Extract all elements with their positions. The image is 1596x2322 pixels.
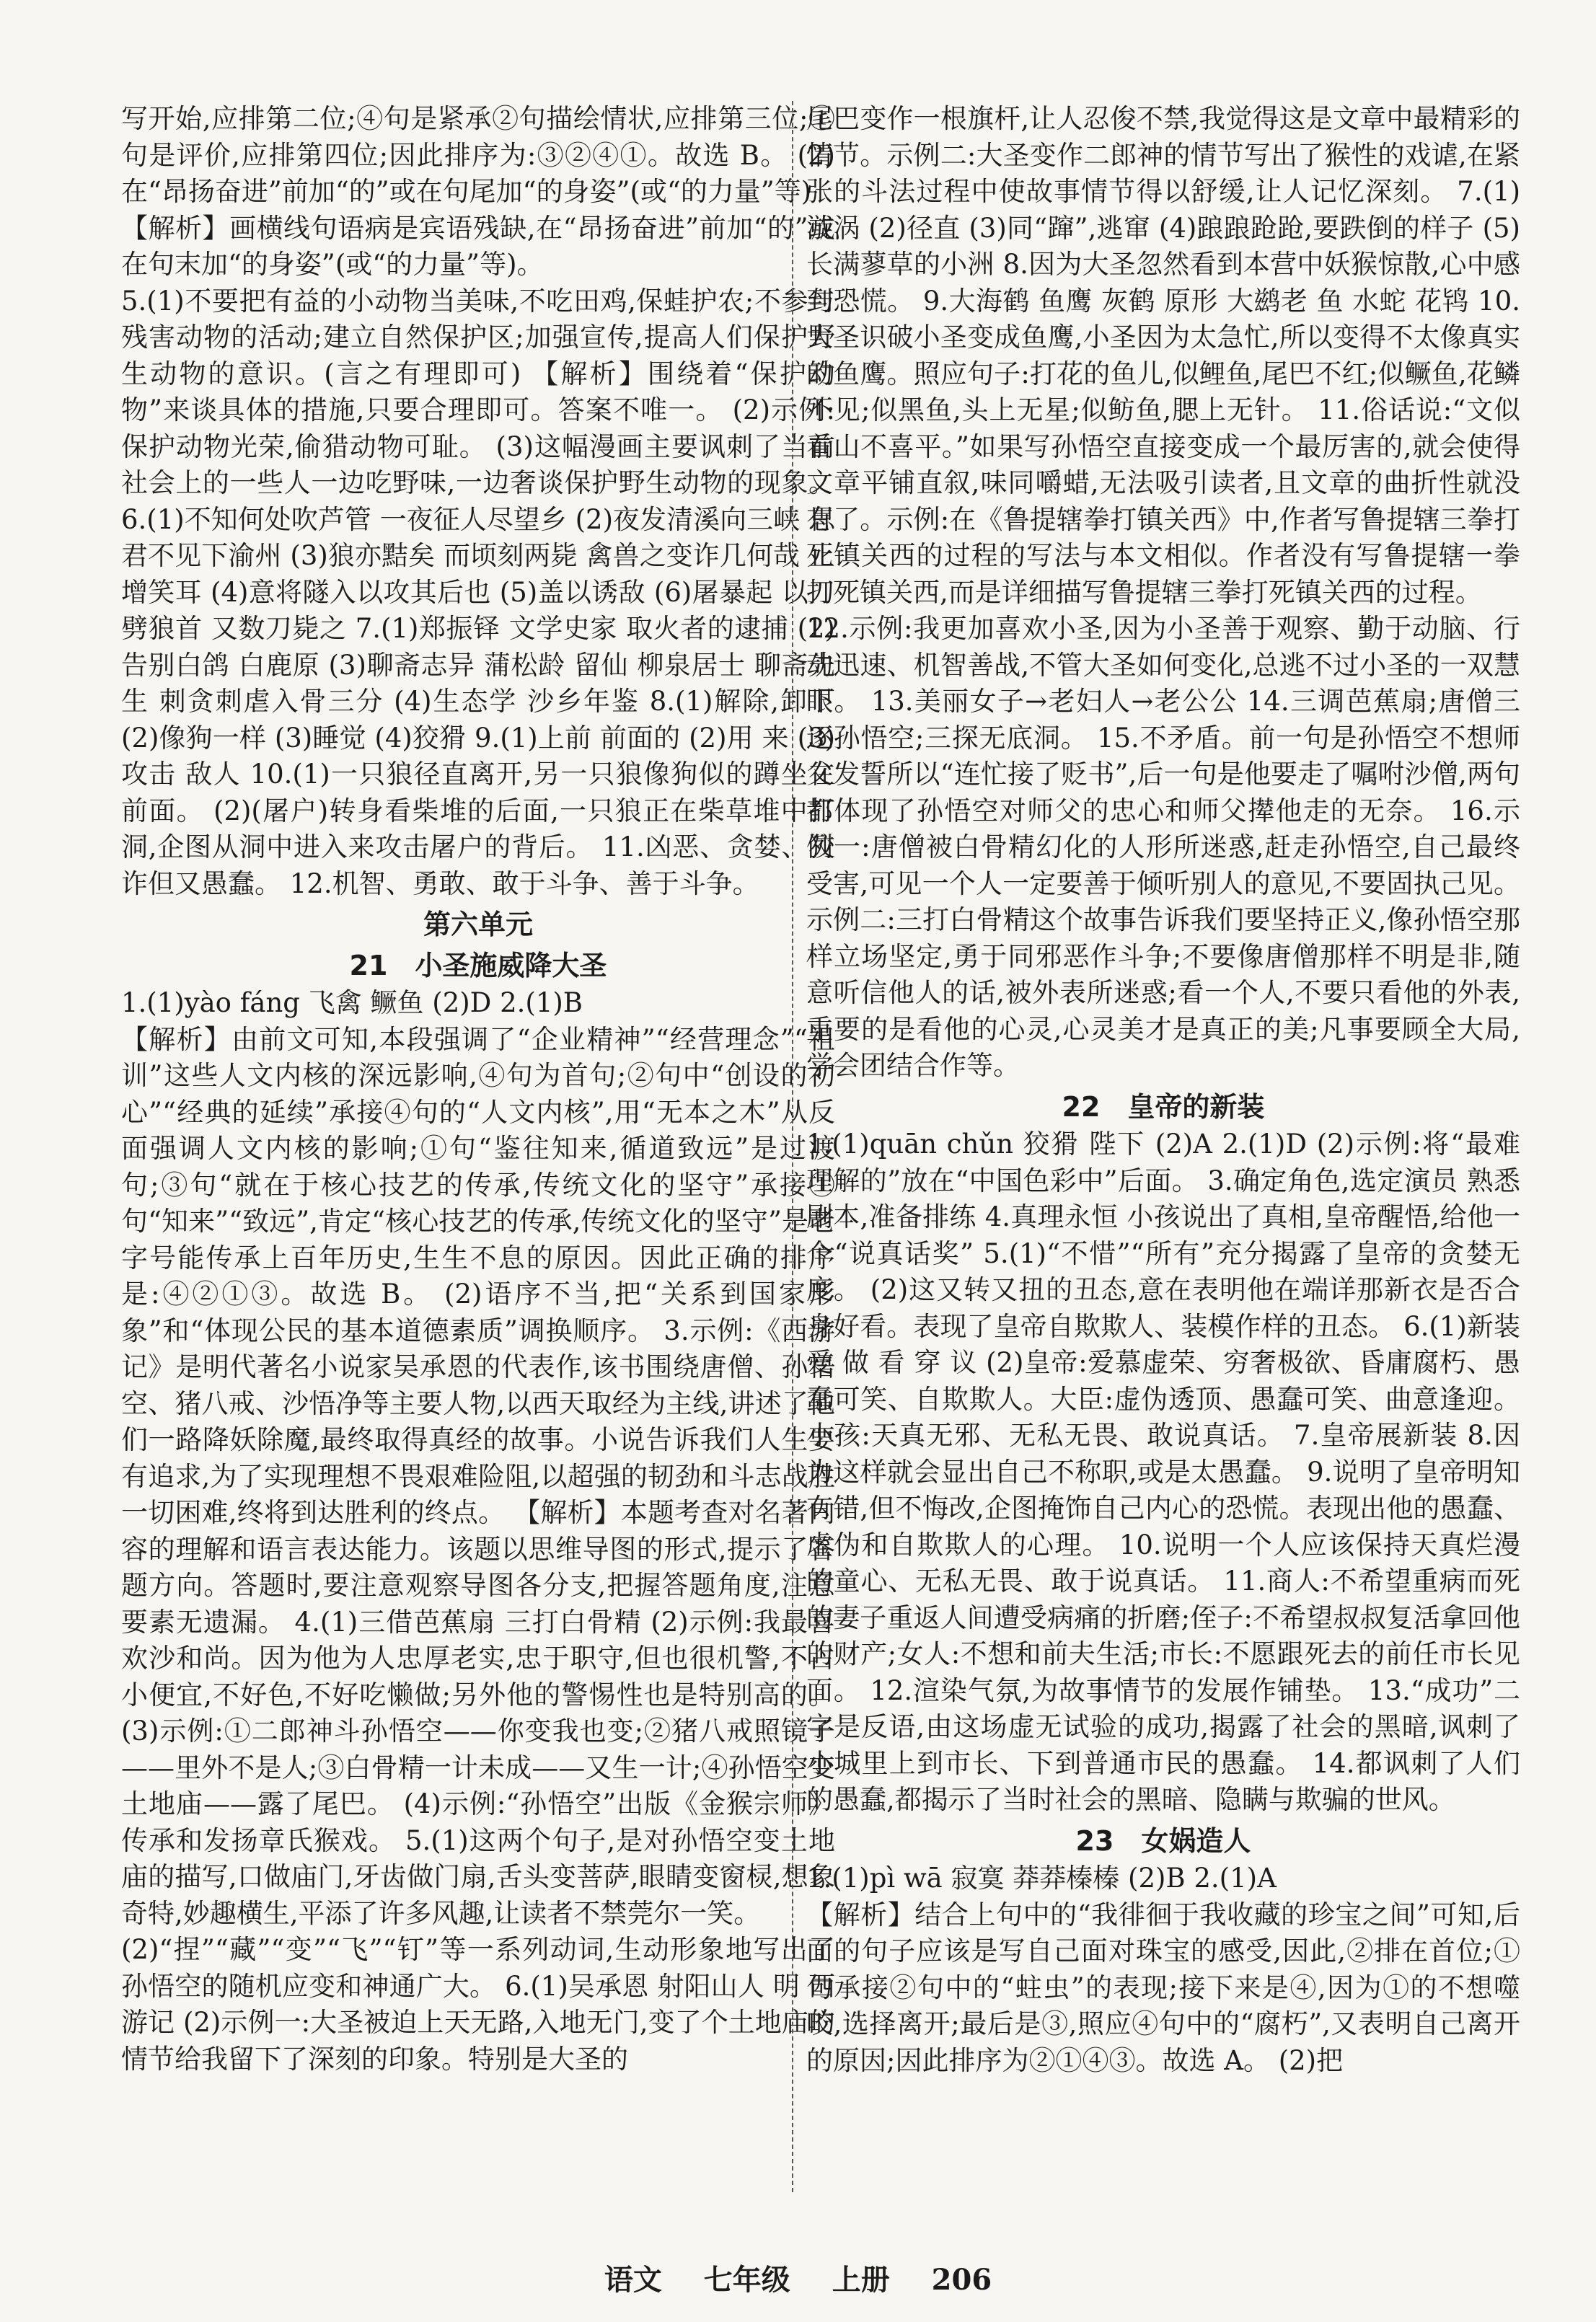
- answer-paragraph: 1.(1)quān chǔn 狡猾 陛下 (2)A 2.(1)D (2)示例:将“最难理解的”放在“中国色彩中”后面。 3.确定角色,选定演员 熟悉剧本,准备排练 4.真理永恒 小孩说出了真相,皇帝醒悟,给他一个“说真话奖” 5.(1)“不惜”“所有”充分揭露了皇帝的贪婪无度。 (2)这又转又扭的丑态,意在表明他在端详那新衣是否合身好看。表现了皇帝自欺欺人、装模作样的丑态。 6.(1)新装 爱 做 看 穿 议 (2)皇帝:爱慕虚荣、穷奢极欲、昏庸腐朽、愚蠢可笑、自欺欺人。大臣:虚伪透顶、愚蠢可笑、曲意逢迎。小孩:天真无邪、无私无畏、敢说真话。 7.皇帝展新装 8.因为这样就会显出自己不称职,或是太愚蠢。 9.说明了皇帝明知有错,但不悔改,企图掩饰自己内心的恐慌。表现出他的愚蠢、虚伪和自欺欺人的心理。 10.说明一个人应该保持天真烂漫的童心、无私无畏、敢于说真话。 11.商人:不希望重病而死的妻子重返人间遭受病痛的折磨;侄子:不希望叔叔复活拿回他的财产;女人:不想和前夫生活;市长:不愿跟死去的前任市长见面。 12.渲染气氛,为故事情节的发展作铺垫。 13.“成功”二字是反语,由这场虚无试验的成功,揭露了社会的黑暗,讽刺了小城里上到市长、下到普通市民的愚蠢。 14.都讽刺了人们的愚蠢,都揭示了当时社会的黑暗、隐瞒与欺骗的世风。: [806, 1129, 1520, 1815]
- answer-paragraph: 1.(1)yào fáng 飞禽 鳜鱼 (2)D 2.(1)B: [121, 987, 583, 1018]
- column-divider: [792, 101, 795, 2192]
- lesson-title: 21 小圣施威降大圣: [349, 949, 607, 981]
- answer-paragraph: 尾巴变作一根旗杆,让人忍俊不禁,我觉得这是文章中最精彩的情节。示例二:大圣变作二郎神的情节写出了猴性的戏谑,在紧张的斗法过程中使故事情节得以舒缓,让人记忆深刻。 7.(1)漩涡 (2)径直 (3)同“蹿”,逃窜 (4)踉踉跄跄,要跌倒的样子 (5)长满蓼草的小洲 8.因为大圣忽然看到本营中妖猴惊散,心中感到恐慌。 9.大海鹤 鱼鹰 灰鹤 原形 大鹚老 鱼 水蛇 花鸨 10.大圣识破小圣变成鱼鹰,小圣因为太急忙,所以变得不太像真实的鱼鹰。照应句子:打花的鱼儿,似鲤鱼,尾巴不红;似鳜鱼,花鳞不见;似黑鱼,头上无星;似鲂鱼,腮上无针。 11.俗话说:“文似看山不喜平。”如果写孙悟空直接变成一个最厉害的,就会使得文章平铺直叙,味同嚼蜡,无法吸引读者,且文章的曲折性就没有了。示例:在《鲁提辖拳打镇关西》中,作者写鲁提辖三拳打死镇关西的过程的写法与本文相似。作者没有写鲁提辖一拳打死镇关西,而是详细描写鲁提辖三拳打死镇关西的过程。: [806, 103, 1520, 608]
- analysis-paragraph: 【解析】由前文可知,本段强调了“企业精神”“经营理念”“祖训”这些人文内核的深远影响,④句为首句;②句中“创设的初心”“经典的延续”承接④句的“人文内核”,用“无本之木”从反面强调人文内核的影响;①句“鉴往知来,循道致远”是过渡句;③句“就在于核心技艺的传承,传统文化的坚守”承接①句“知来”“致远”,肯定“核心技艺的传承,传统文化的坚守”是老字号能传承上百年历史,生生不息的原因。因此正确的排序是:④②①③。故选 B。 (2)语序不当,把“关系到国家形象”和“体现公民的基本道德素质”调换顺序。 3.示例:《西游记》是明代著名小说家吴承恩的代表作,该书围绕唐僧、孙悟空、猪八戒、沙悟净等主要人物,以西天取经为主线,讲述了他们一路降妖除魔,最终取得真经的故事。小说告诉我们人生要有追求,为了实现理想不畏艰难险阻,以超强的韧劲和斗志战胜一切困难,终将到达胜利的终点。 【解析】本题考查对名著内容的理解和语言表达能力。该题以思维导图的形式,提示了答题方向。答题时,要注意观察导图各分支,把握答题角度,注意要素无遗漏。 4.(1)三借芭蕉扇 三打白骨精 (2)示例:我最喜欢沙和尚。因为他为人忠厚老实,忠于职守,但也很机警,不占小便宜,不好色,不好吃懒做;另外他的警惕性也是特别高的。 (3)示例:①二郎神斗孙悟空——你变我也变;②猪八戒照镜子——里外不是人;③白骨精一计未成——又生一计;④孙悟空变土地庙——露了尾巴。 (4)示例:“孙悟空”出版《金猴宗师》传承和发扬章氏猴戏。 5.(1)这两个句子,是对孙悟空变土地庙的描写,口做庙门,牙齿做门扇,舌头变菩萨,眼睛变窗棂,想象奇特,妙趣横生,平添了许多风趣,让读者不禁莞尔一笑。: [121, 1023, 835, 1929]
- page-footer: [0, 2257, 1596, 2298]
- left-column: [121, 101, 835, 2078]
- answer-paragraph: 12.示例:我更加喜欢小圣,因为小圣善于观察、勤于动脑、行动迅速、机智善战,不管大圣如何变化,总逃不过小圣的一双慧眼。 13.美丽女子→老妇人→老公公 14.三调芭蕉扇;唐僧三逐孙悟空;三探无底洞。 15.不矛盾。前一句是孙悟空不想师父发誓所以“连忙接了贬书”,后一句是他要走了嘱咐沙僧,两句都体现了孙悟空对师父的忠心和师父撵他走的无奈。 16.示例一:唐僧被白骨精幻化的人形所迷惑,赶走孙悟空,自己最终受害,可见一个人一定要善于倾听别人的意见,不要固执己见。示例二:三打白骨精这个故事告诉我们要坚持正义,像孙悟空那样立场坚定,勇于同邪恶作斗争;不要像唐僧那样不明是非,随意听信他人的话,被外表所迷惑;看一个人,不要只看他的外表,重要的是看他的心灵,心灵美才是真正的美;凡事要顾全大局,学会团结合作等。: [806, 613, 1520, 1081]
- right-column: [806, 101, 1520, 2079]
- answer-paragraph: 5.(1)不要把有益的小动物当美味,不吃田鸡,保蛙护农;不参与残害动物的活动;建立自然保护区;加强宣传,提高人们保护野生动物的意识。(言之有理即可) 【解析】围绕着“保护动物”来谈具体的措施,只要合理即可。答案不唯一。 (2)示例:保护动物光荣,偷猎动物可耻。 (3)这幅漫画主要讽刺了当前社会上的一些人一边吃野味,一边奢谈保护野生动物的现象。 6.(1)不知何处吹芦管 一夜征人尽望乡 (2)夜发清溪向三峡 思君不见下渝州 (3)狼亦黠矣 而顷刻两毙 禽兽之变诈几何哉 止增笑耳 (4)意将隧入以攻其后也 (5)盖以诱敌 (6)屠暴起 以刀劈狼首 又数刀毙之 7.(1)郑振铎 文学史家 取火者的逮捕 (2)告别白鸽 白鹿原 (3)聊斋志异 蒲松龄 留仙 柳泉居士 聊斋先生 刺贪刺虐入骨三分 (4)生态学 沙乡年鉴 8.(1)解除,卸下 (2)像狗一样 (3)睡觉 (4)狡猾 9.(1)上前 前面的 (2)用 来 (3)攻击 敌人 10.(1)一只狼径直离开,另一只狼像狗似的蹲坐在前面。 (2)(屠户)转身看柴堆的后面,一只狼正在柴草堆中打洞,企图从洞中进入来攻击屠户的背后。 11.凶恶、贪婪、狡诈但又愚蠢。 12.机智、勇敢、敢于斗争、善于斗争。: [121, 285, 835, 899]
- page-number: 206: [931, 2263, 992, 2297]
- footer-volume: 上册: [832, 2263, 890, 2297]
- footer-grade: 七年级: [703, 2263, 790, 2297]
- lesson-title: 22 皇帝的新装: [1062, 1090, 1265, 1123]
- footer-subject: 语文: [604, 2263, 662, 2297]
- answer-paragraph: 1.(1)pì wā 寂寞 莽莽榛榛 (2)B 2.(1)A: [806, 1863, 1277, 1894]
- answer-paragraph: (2)“捏”“藏”“变”“飞”“钉”等一系列动词,生动形象地写出了孙悟空的随机应变和神通广大。 6.(1)吴承恩 射阳山人 明 西游记 (2)示例一:大圣被迫上天无路,入地无门,变了个土地庙的情节给我留下了深刻的印象。特别是大圣的: [121, 1934, 835, 2075]
- unit-title: 第六单元: [423, 909, 533, 940]
- analysis-paragraph: 【解析】画横线句语病是宾语残缺,在“昂扬奋进”前加“的”或在句末加“的身姿”(或“的力量”等)。: [121, 212, 835, 280]
- analysis-paragraph: 【解析】结合上句中的“我徘徊于我收藏的珍宝之间”可知,后面的句子应该是写自己面对珠宝的感受,因此,②排在首位;①句承接②句中的“蛀虫”的表现;接下来是④,因为①的不想噬咬,选择离开;最后是③,照应④句中的“腐朽”,又表明自己离开的原因;因此排序为②①④③。故选 A。 (2)把: [806, 1899, 1520, 2076]
- answer-paragraph: 写开始,应排第二位;④句是紧承②句描绘情状,应排第三位;①句是评价,应排第四位;因此排序为:③②④①。故选 B。 (2)在“昂扬奋进”前加“的”或在句尾加“的身姿”(或“的力量”等): [121, 103, 835, 207]
- lesson-title: 23 女娲造人: [1075, 1824, 1251, 1857]
